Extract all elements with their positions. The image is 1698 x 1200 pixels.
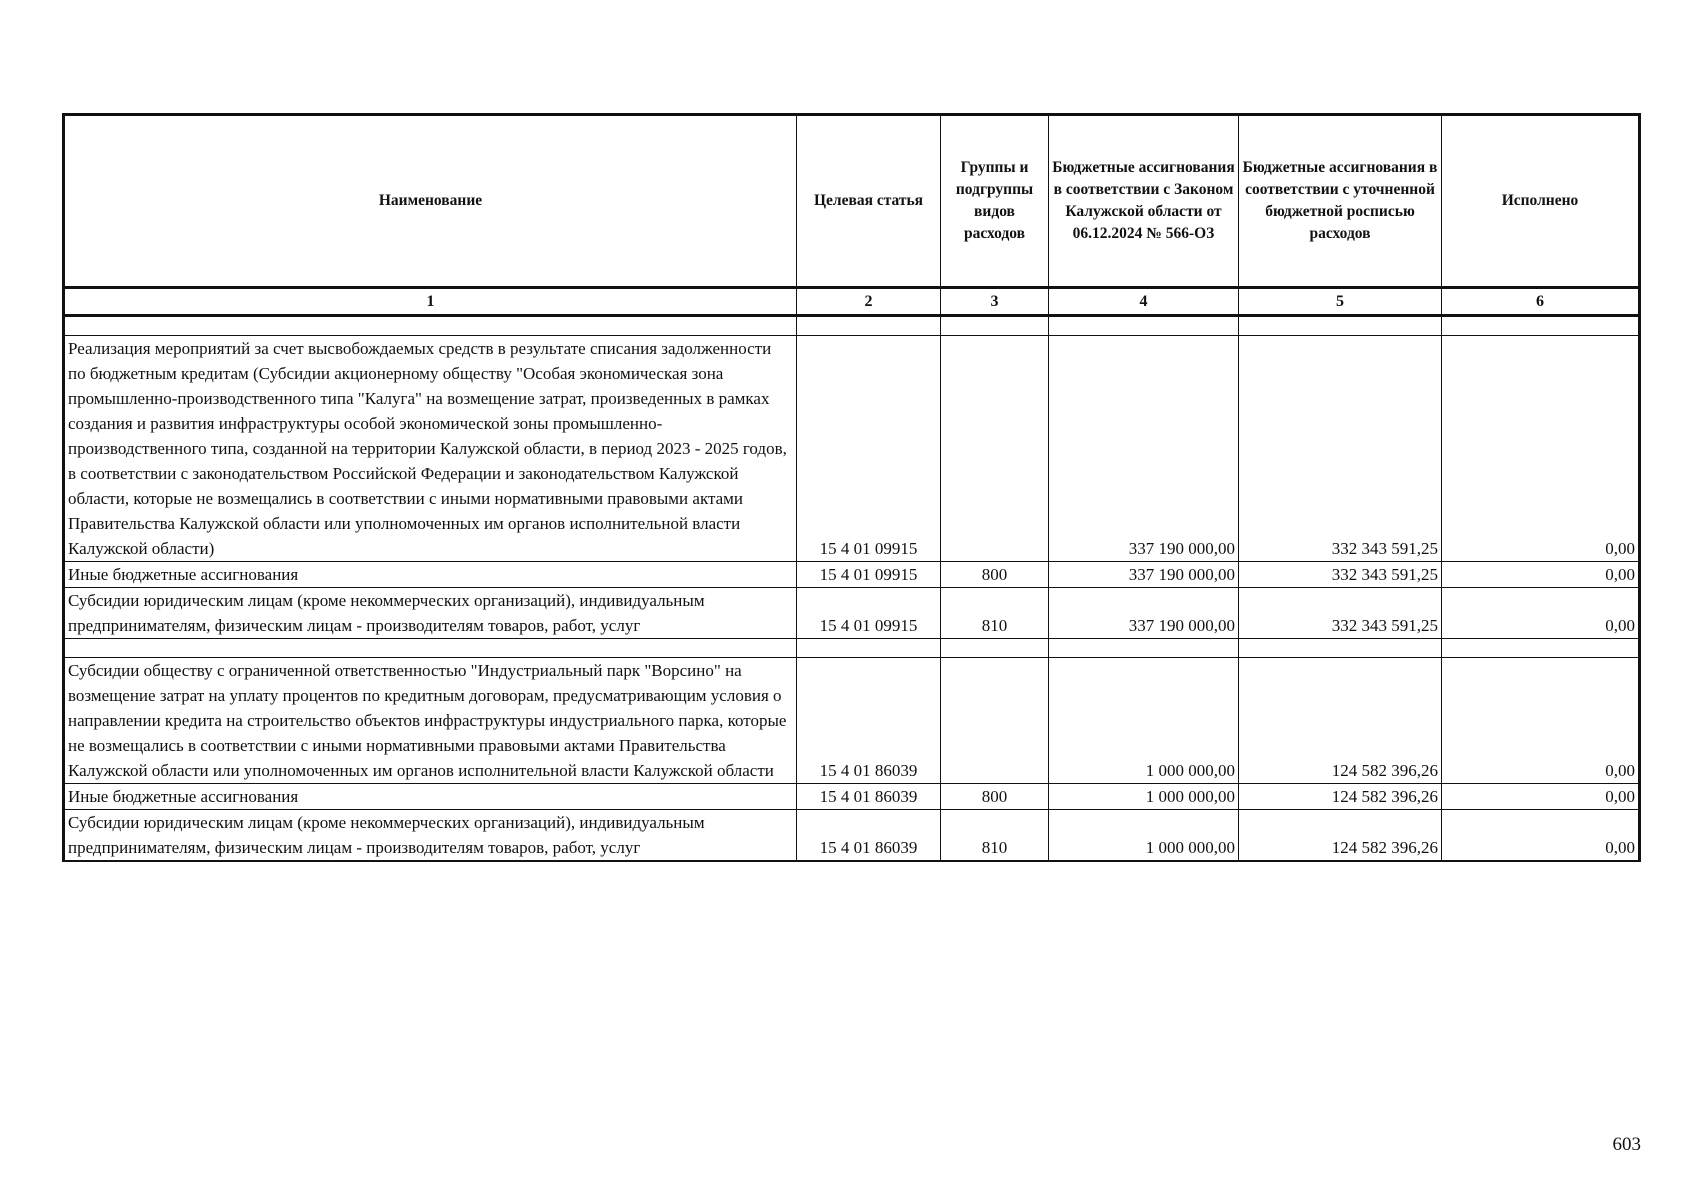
- column-number: 4: [1049, 288, 1239, 316]
- row-target-code: 15 4 01 09915: [797, 562, 941, 588]
- row-law-amount: 1 000 000,00: [1049, 810, 1239, 862]
- row-group: 810: [941, 810, 1049, 862]
- column-number: 2: [797, 288, 941, 316]
- column-number: 1: [64, 288, 797, 316]
- table-row: [64, 810, 1640, 862]
- row-executed-amount: 0,00: [1442, 588, 1640, 639]
- row-group: 800: [941, 784, 1049, 810]
- row-refined-amount: 332 343 591,25: [1239, 588, 1442, 639]
- row-law-amount: 1 000 000,00: [1049, 658, 1239, 784]
- row-name: Субсидии обществу с ограниченной ответственностью "Индустриальный парк "Ворсино" на возмещение затрат на уплату процентов по кредитным договорам, предусматривающим условия о направлении кредита на строительство объектов инфраструктуры индустриального парка, которые не возмещались в соответствии с иными нормативными правовыми актами Правительства Калужской области или уполномоченных им органов исполнительной власти Калужской области: [64, 658, 797, 784]
- row-group: [941, 658, 1049, 784]
- table-row: [64, 784, 1640, 810]
- row-executed-amount: 0,00: [1442, 562, 1640, 588]
- header-refined-allocations: Бюджетные ассигнования в соответствии с уточненной бюджетной росписью расходов: [1239, 115, 1442, 288]
- column-number-row: [64, 288, 1640, 316]
- header-expense-groups: Группы и подгруппы видов расходов: [941, 115, 1049, 288]
- row-executed-amount: 0,00: [1442, 658, 1640, 784]
- row-refined-amount: 332 343 591,25: [1239, 336, 1442, 562]
- row-group: [941, 336, 1049, 562]
- page-number: 603: [1612, 1134, 1641, 1155]
- row-name: Иные бюджетные ассигнования: [64, 562, 797, 588]
- budget-table: [62, 113, 1641, 862]
- table-row: [64, 336, 1640, 562]
- spacer-row: [64, 639, 1640, 658]
- row-target-code: 15 4 01 86039: [797, 658, 941, 784]
- column-number: 5: [1239, 288, 1442, 316]
- row-group: 800: [941, 562, 1049, 588]
- table-row: [64, 562, 1640, 588]
- row-refined-amount: 332 343 591,25: [1239, 562, 1442, 588]
- column-number: 6: [1442, 288, 1640, 316]
- row-executed-amount: 0,00: [1442, 336, 1640, 562]
- table-header-row: [64, 115, 1640, 288]
- row-refined-amount: 124 582 396,26: [1239, 784, 1442, 810]
- budget-document: [62, 113, 1638, 862]
- row-law-amount: 337 190 000,00: [1049, 336, 1239, 562]
- row-target-code: 15 4 01 09915: [797, 588, 941, 639]
- table-row: [64, 588, 1640, 639]
- row-name: Реализация мероприятий за счет высвобождаемых средств в результате списания задолженности по бюджетным кредитам (Субсидии акционерному обществу "Особая экономическая зона промышленно-производственного типа "Калуга" на возмещение затрат, произведенных в рамках создания и развития инфраструктуры особой экономической зоны промышленно-производственного типа, созданной на территории Калужской области, в период 2023 - 2025 годов, в соответствии с законодательством Российской Федерации и законодательством Калужской области, которые не возмещались в соответствии с иными нормативными правовыми актами Правительства Калужской области или уполномоченных им органов исполнительной власти Калужской области): [64, 336, 797, 562]
- header-target-article: Целевая статья: [797, 115, 941, 288]
- row-group: 810: [941, 588, 1049, 639]
- header-name: Наименование: [64, 115, 797, 288]
- row-name: Субсидии юридическим лицам (кроме некоммерческих организаций), индивидуальным предпринимателям, физическим лицам - производителям товаров, работ, услуг: [64, 810, 797, 862]
- header-law-allocations: Бюджетные ассигнования в соответствии с Законом Калужской области от 06.12.2024 № 566-ОЗ: [1049, 115, 1239, 288]
- row-refined-amount: 124 582 396,26: [1239, 810, 1442, 862]
- row-law-amount: 337 190 000,00: [1049, 562, 1239, 588]
- column-number: 3: [941, 288, 1049, 316]
- row-refined-amount: 124 582 396,26: [1239, 658, 1442, 784]
- row-target-code: 15 4 01 86039: [797, 784, 941, 810]
- row-name: Субсидии юридическим лицам (кроме некоммерческих организаций), индивидуальным предпринимателям, физическим лицам - производителям товаров, работ, услуг: [64, 588, 797, 639]
- row-executed-amount: 0,00: [1442, 810, 1640, 862]
- spacer-row: [64, 316, 1640, 336]
- row-target-code: 15 4 01 86039: [797, 810, 941, 862]
- row-law-amount: 1 000 000,00: [1049, 784, 1239, 810]
- table-row: [64, 658, 1640, 784]
- row-law-amount: 337 190 000,00: [1049, 588, 1239, 639]
- header-executed: Исполнено: [1442, 115, 1640, 288]
- row-name: Иные бюджетные ассигнования: [64, 784, 797, 810]
- row-target-code: 15 4 01 09915: [797, 336, 941, 562]
- row-executed-amount: 0,00: [1442, 784, 1640, 810]
